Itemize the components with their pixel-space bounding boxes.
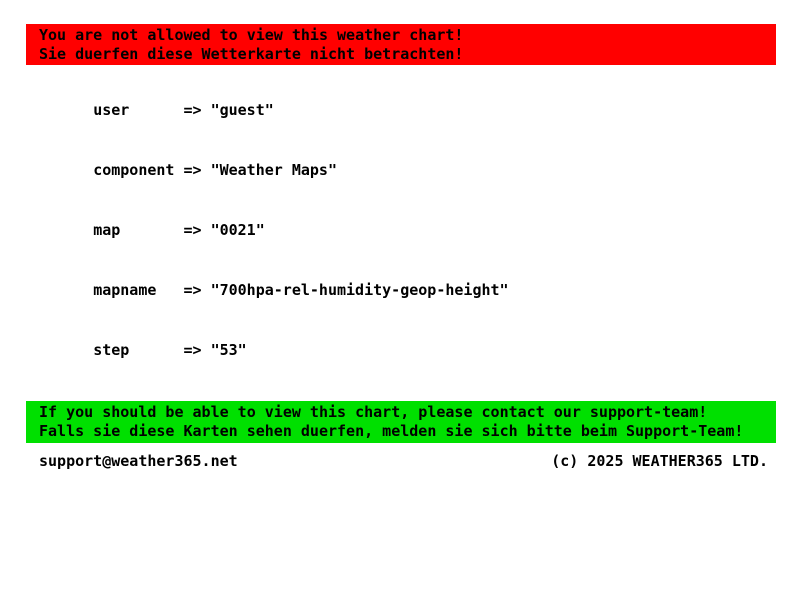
detail-row-map [39,200,800,260]
detail-arrow: => [183,101,202,119]
detail-key: component [93,161,175,179]
access-denied-banner [26,24,776,65]
detail-arrow: => [183,221,202,239]
copyright-notice: (c) 2025 WEATHER365 LTD. [551,452,768,470]
detail-value: "53" [210,341,247,359]
detail-key: user [93,101,130,119]
detail-row-step [39,320,800,380]
support-line-german: Falls sie diese Karten sehen duerfen, melden sie sich bitte beim Support-Team! [39,422,744,440]
detail-value: "700hpa-rel-humidity-geop-height" [210,281,509,299]
detail-value: "Weather Maps" [210,161,337,179]
access-denied-line-english: You are not allowed to view this weather chart! [39,26,464,44]
detail-row-mapname [39,260,800,320]
detail-value: "0021" [210,221,265,239]
support-line-english: If you should be able to view this chart, please contact our support-team! [39,403,708,421]
detail-arrow: => [183,161,202,179]
detail-arrow: => [183,281,202,299]
support-email: support@weather365.net [39,452,238,470]
detail-key: step [93,341,130,359]
access-denied-line-german: Sie duerfen diese Wetterkarte nicht betrachten! [39,45,464,63]
detail-value: "guest" [210,101,274,119]
detail-key: mapname [93,281,157,299]
detail-row-component [39,140,800,200]
detail-arrow: => [183,341,202,359]
detail-row-user [39,80,800,140]
support-contact-banner [26,401,776,443]
request-details [39,80,800,380]
footer [26,451,776,471]
detail-key: map [93,221,121,239]
